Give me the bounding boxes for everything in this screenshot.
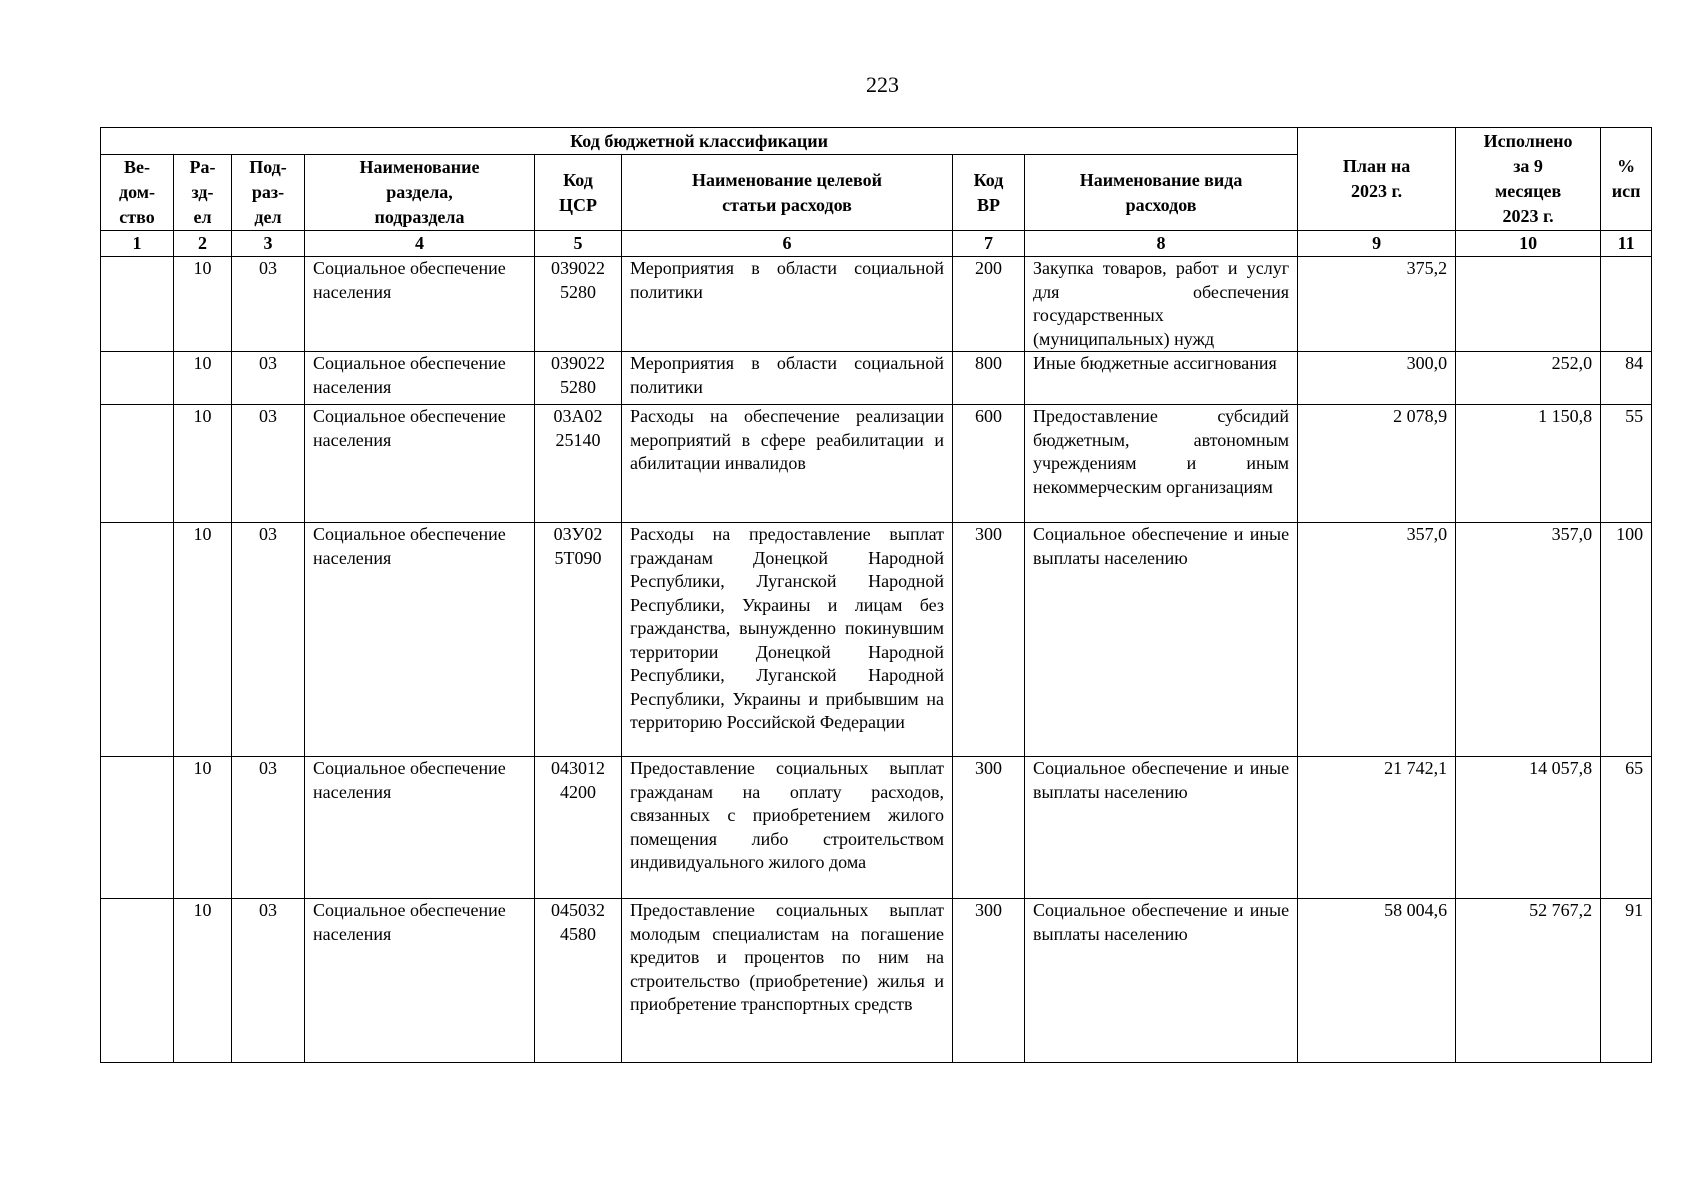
header-col-8: Наименование вида расходов — [1025, 155, 1298, 231]
csr-cell: 039022 5280 — [535, 257, 622, 352]
podrazdel-cell: 03 — [232, 523, 305, 757]
razdel-cell: 10 — [174, 523, 232, 757]
vr-cell: 800 — [953, 352, 1025, 405]
vedomstvo-cell — [101, 757, 174, 899]
column-number-row — [101, 231, 1652, 257]
razdel-cell: 10 — [174, 757, 232, 899]
pct-cell: 91 — [1601, 899, 1652, 1063]
vr-name-cell: Социальное обеспечение и иные выплаты населению — [1025, 523, 1298, 757]
column-number: 6 — [622, 231, 953, 257]
pct-cell: 65 — [1601, 757, 1652, 899]
done-cell: 252,0 — [1456, 352, 1601, 405]
header-col-7: Код ВР — [953, 155, 1025, 231]
page-number: 223 — [866, 72, 899, 97]
header-col-10: Исполнено за 9 месяцев 2023 г. — [1456, 128, 1601, 231]
pct-cell: 55 — [1601, 405, 1652, 523]
razdel-name-cell: Социальное обеспечение населения — [305, 257, 535, 352]
column-number: 10 — [1456, 231, 1601, 257]
razdel-name-cell: Социальное обеспечение населения — [305, 523, 535, 757]
razdel-name-cell: Социальное обеспечение населения — [305, 352, 535, 405]
csr-cell: 03А02 25140 — [535, 405, 622, 523]
podrazdel-cell: 03 — [232, 899, 305, 1063]
vedomstvo-cell — [101, 405, 174, 523]
podrazdel-cell: 03 — [232, 405, 305, 523]
vr-cell: 200 — [953, 257, 1025, 352]
podrazdel-cell: 03 — [232, 757, 305, 899]
podrazdel-cell: 03 — [232, 352, 305, 405]
table-row — [101, 757, 1652, 899]
razdel-name-cell: Социальное обеспечение населения — [305, 899, 535, 1063]
done-cell — [1456, 257, 1601, 352]
budget-table — [100, 127, 1652, 1063]
header-col-4: Наименование раздела, подраздела — [305, 155, 535, 231]
plan-cell: 375,2 — [1298, 257, 1456, 352]
podrazdel-cell: 03 — [232, 257, 305, 352]
plan-cell: 58 004,6 — [1298, 899, 1456, 1063]
header-col-3: Под- раз- дел — [232, 155, 305, 231]
table-row — [101, 405, 1652, 523]
column-number: 5 — [535, 231, 622, 257]
column-number: 9 — [1298, 231, 1456, 257]
article-name-cell: Расходы на обеспечение реализации мероприятий в сфере реабилитации и абилитации инвалидов — [622, 405, 953, 523]
header-col-6: Наименование целевой статьи расходов — [622, 155, 953, 231]
column-number: 2 — [174, 231, 232, 257]
vedomstvo-cell — [101, 352, 174, 405]
header-col-2: Ра- зд- ел — [174, 155, 232, 231]
pct-cell — [1601, 257, 1652, 352]
vr-name-cell: Иные бюджетные ассигнования — [1025, 352, 1298, 405]
razdel-cell: 10 — [174, 899, 232, 1063]
column-number: 3 — [232, 231, 305, 257]
header-col-9: План на 2023 г. — [1298, 128, 1456, 231]
column-number: 8 — [1025, 231, 1298, 257]
vr-name-cell: Закупка товаров, работ и услуг для обеспечения государственных (муниципальных) нужд — [1025, 257, 1298, 352]
column-number: 7 — [953, 231, 1025, 257]
header-group-row — [101, 128, 1652, 155]
vr-cell: 300 — [953, 757, 1025, 899]
vr-name-cell: Социальное обеспечение и иные выплаты населению — [1025, 899, 1298, 1063]
article-name-cell: Предоставление социальных выплат молодым специалистам на погашение кредитов и процентов по ним на строительство (приобретение) жилья и приобретение транспортных средств — [622, 899, 953, 1063]
vedomstvo-cell — [101, 899, 174, 1063]
plan-cell: 21 742,1 — [1298, 757, 1456, 899]
column-number: 4 — [305, 231, 535, 257]
pct-cell: 100 — [1601, 523, 1652, 757]
razdel-cell: 10 — [174, 257, 232, 352]
column-number: 11 — [1601, 231, 1652, 257]
article-name-cell: Мероприятия в области социальной политики — [622, 257, 953, 352]
razdel-cell: 10 — [174, 352, 232, 405]
table-row — [101, 257, 1652, 352]
header-col-11: % исп — [1601, 128, 1652, 231]
plan-cell: 2 078,9 — [1298, 405, 1456, 523]
header-col-1: Ве- дом- ство — [101, 155, 174, 231]
header-group-title: Код бюджетной классификации — [101, 128, 1298, 155]
vedomstvo-cell — [101, 523, 174, 757]
csr-cell: 03У02 5Т090 — [535, 523, 622, 757]
done-cell: 357,0 — [1456, 523, 1601, 757]
plan-cell: 300,0 — [1298, 352, 1456, 405]
article-name-cell: Предоставление социальных выплат гражданам на оплату расходов, связанных с приобретением жилого помещения либо строительством индивидуального жилого дома — [622, 757, 953, 899]
vr-cell: 600 — [953, 405, 1025, 523]
table-row — [101, 899, 1652, 1063]
pct-cell: 84 — [1601, 352, 1652, 405]
vr-name-cell: Социальное обеспечение и иные выплаты населению — [1025, 757, 1298, 899]
vedomstvo-cell — [101, 257, 174, 352]
done-cell: 14 057,8 — [1456, 757, 1601, 899]
csr-cell: 045032 4580 — [535, 899, 622, 1063]
table-row — [101, 352, 1652, 405]
vr-cell: 300 — [953, 899, 1025, 1063]
done-cell: 1 150,8 — [1456, 405, 1601, 523]
vr-cell: 300 — [953, 523, 1025, 757]
header-col-5: Код ЦСР — [535, 155, 622, 231]
done-cell: 52 767,2 — [1456, 899, 1601, 1063]
razdel-cell: 10 — [174, 405, 232, 523]
table-row — [101, 523, 1652, 757]
plan-cell: 357,0 — [1298, 523, 1456, 757]
vr-name-cell: Предоставление субсидий бюджетным, автономным учреждениям и иным некоммерческим организациям — [1025, 405, 1298, 523]
csr-cell: 043012 4200 — [535, 757, 622, 899]
article-name-cell: Расходы на предоставление выплат гражданам Донецкой Народной Республики, Луганской Народной Республики, Украины и лицам без гражданства, вынужденно покинувшим территории Донецкой Народной Республики, Луганской Народной Республики, Украины и прибывшим на территорию Российской Федерации — [622, 523, 953, 757]
csr-cell: 039022 5280 — [535, 352, 622, 405]
column-number: 1 — [101, 231, 174, 257]
razdel-name-cell: Социальное обеспечение населения — [305, 757, 535, 899]
razdel-name-cell: Социальное обеспечение населения — [305, 405, 535, 523]
article-name-cell: Мероприятия в области социальной политики — [622, 352, 953, 405]
